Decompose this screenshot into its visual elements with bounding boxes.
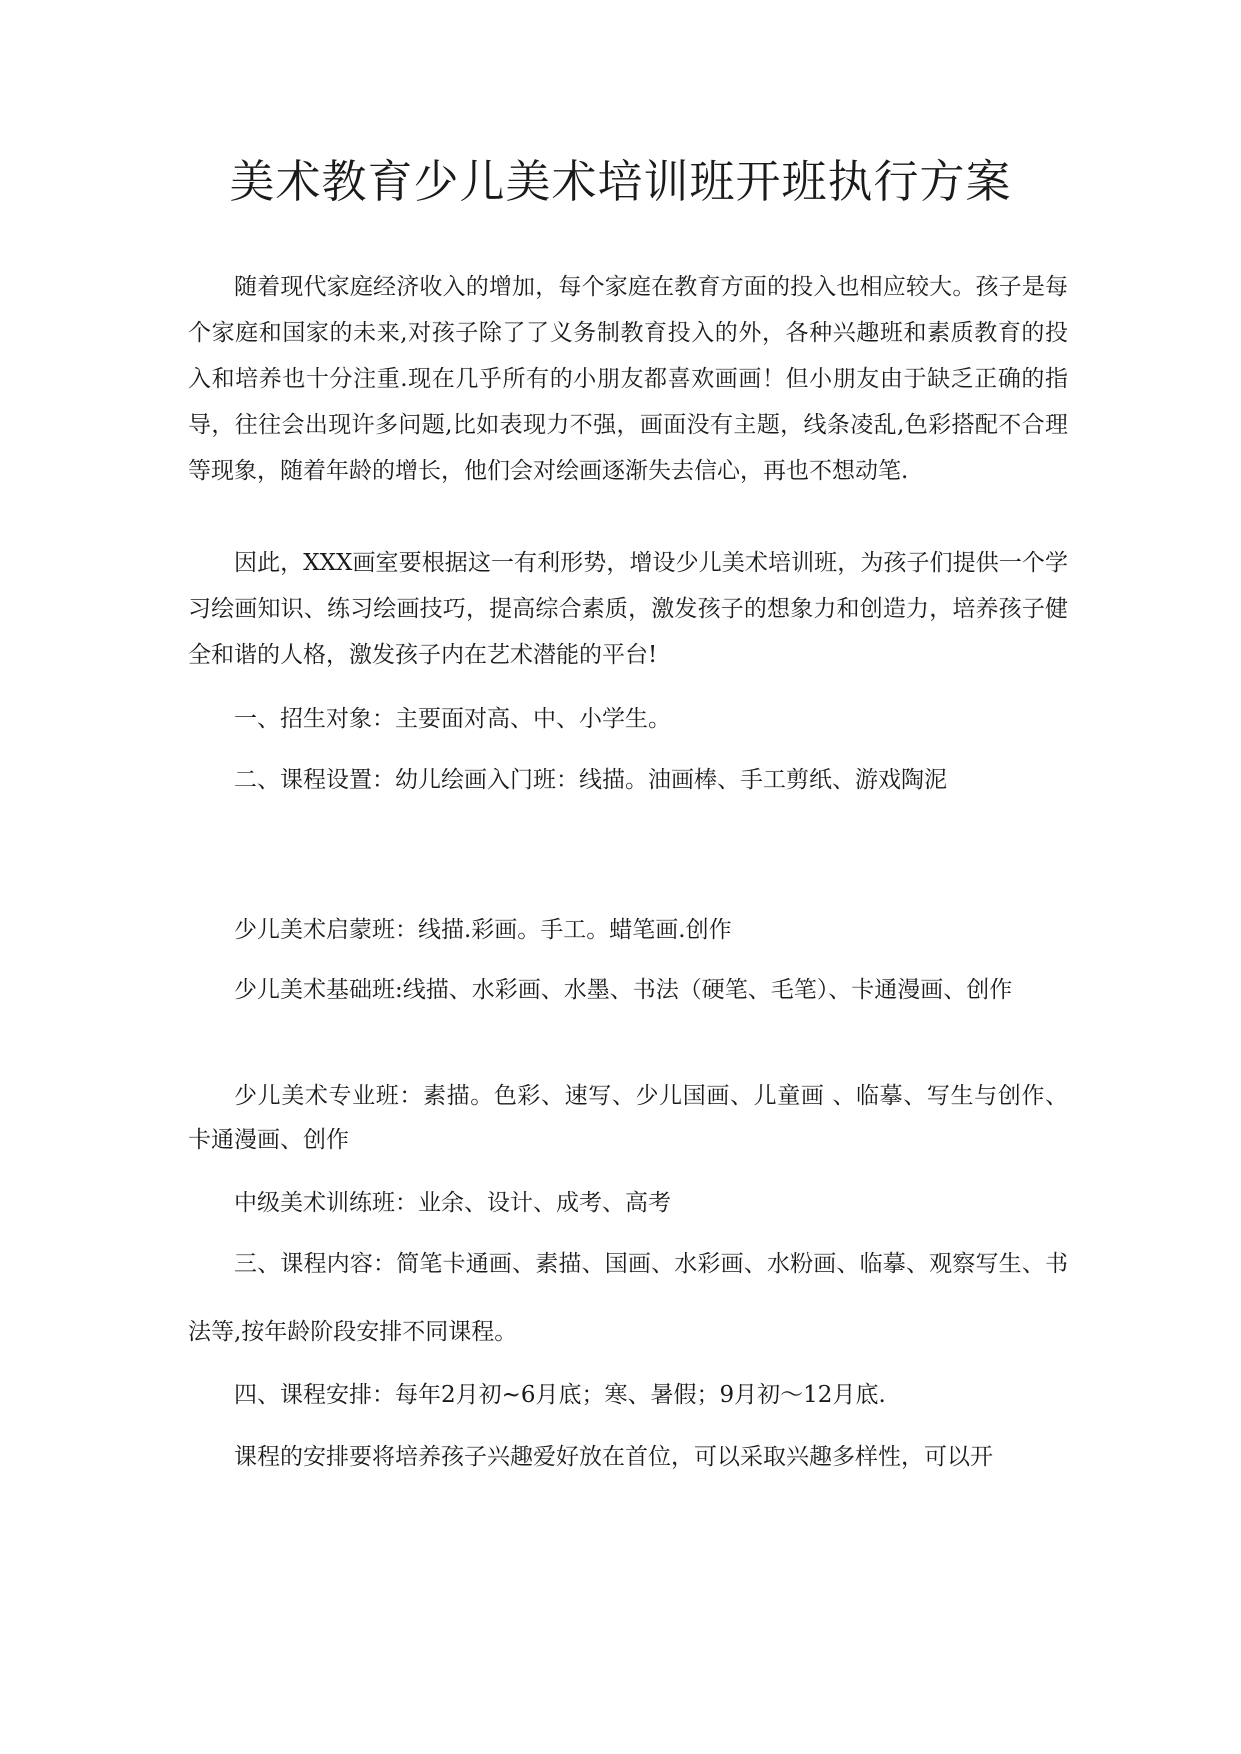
paragraph-purpose: 因此，XXX画室要根据这一有利形势，增设少儿美术培训班，为孩子们提供一个学习绘画知识、练习绘画技巧，提高综合素质，激发孩子的想象力和创造力，培养孩子健全和谐的人格，激发孩子内在艺术潜能的平台!: [188, 550, 1068, 668]
paragraph-enlightenment-class: 少儿美术启蒙班：线描.彩画。手工。蜡笔画.创作: [234, 917, 732, 943]
paragraph-arrangement: 课程的安排要将培养孩子兴趣爱好放在首位，可以采取兴趣多样性，可以开: [234, 1444, 993, 1470]
paragraph-courses: 二、课程设置：幼儿绘画入门班：线描。油画棒、手工剪纸、游戏陶泥: [234, 767, 947, 793]
paragraph-enrollment: 一、招生对象：主要面对高、中、小学生。: [234, 706, 671, 732]
paragraph-intermediate-class: 中级美术训练班：业余、设计、成考、高考: [234, 1190, 671, 1216]
paragraph-professional-class: 少儿美术专业班：素描。色彩、速写、少儿国画、儿童画 、临摹、写生与创作、卡通漫画、创作: [188, 1083, 1068, 1153]
paragraph-basic-class: 少儿美术基础班:线描、水彩画、水墨、书法（硬笔、毛笔）、卡通漫画、创作: [234, 977, 1013, 1003]
document-title: 美术教育少儿美术培训班开班执行方案: [229, 155, 1012, 208]
paragraph-course-content: 三、课程内容：简笔卡通画、素描、国画、水彩画、水粉画、临摹、观察写生、书法等,按年龄阶段安排不同课程。: [188, 1251, 1068, 1345]
paragraph-intro: 随着现代家庭经济收入的增加，每个家庭在教育方面的投入也相应较大。孩子是每个家庭和国家的未来,对孩子除了了义务制教育投入的外，各种兴趣班和素质教育的投入和培养也十分注重.现在几乎所有的小朋友都喜欢画画！但小朋友由于缺乏正确的指导，往往会出现许多问题,比如表现力不强，画面没有主题，线条凌乱,色彩搭配不合理等现象，随着年龄的增长，他们会对绘画逐渐失去信心，再也不想动笔.: [188, 274, 1068, 484]
paragraph-schedule: 四、课程安排：每年2月初~6月底；寒、暑假；9月初～12月底.: [234, 1382, 886, 1408]
